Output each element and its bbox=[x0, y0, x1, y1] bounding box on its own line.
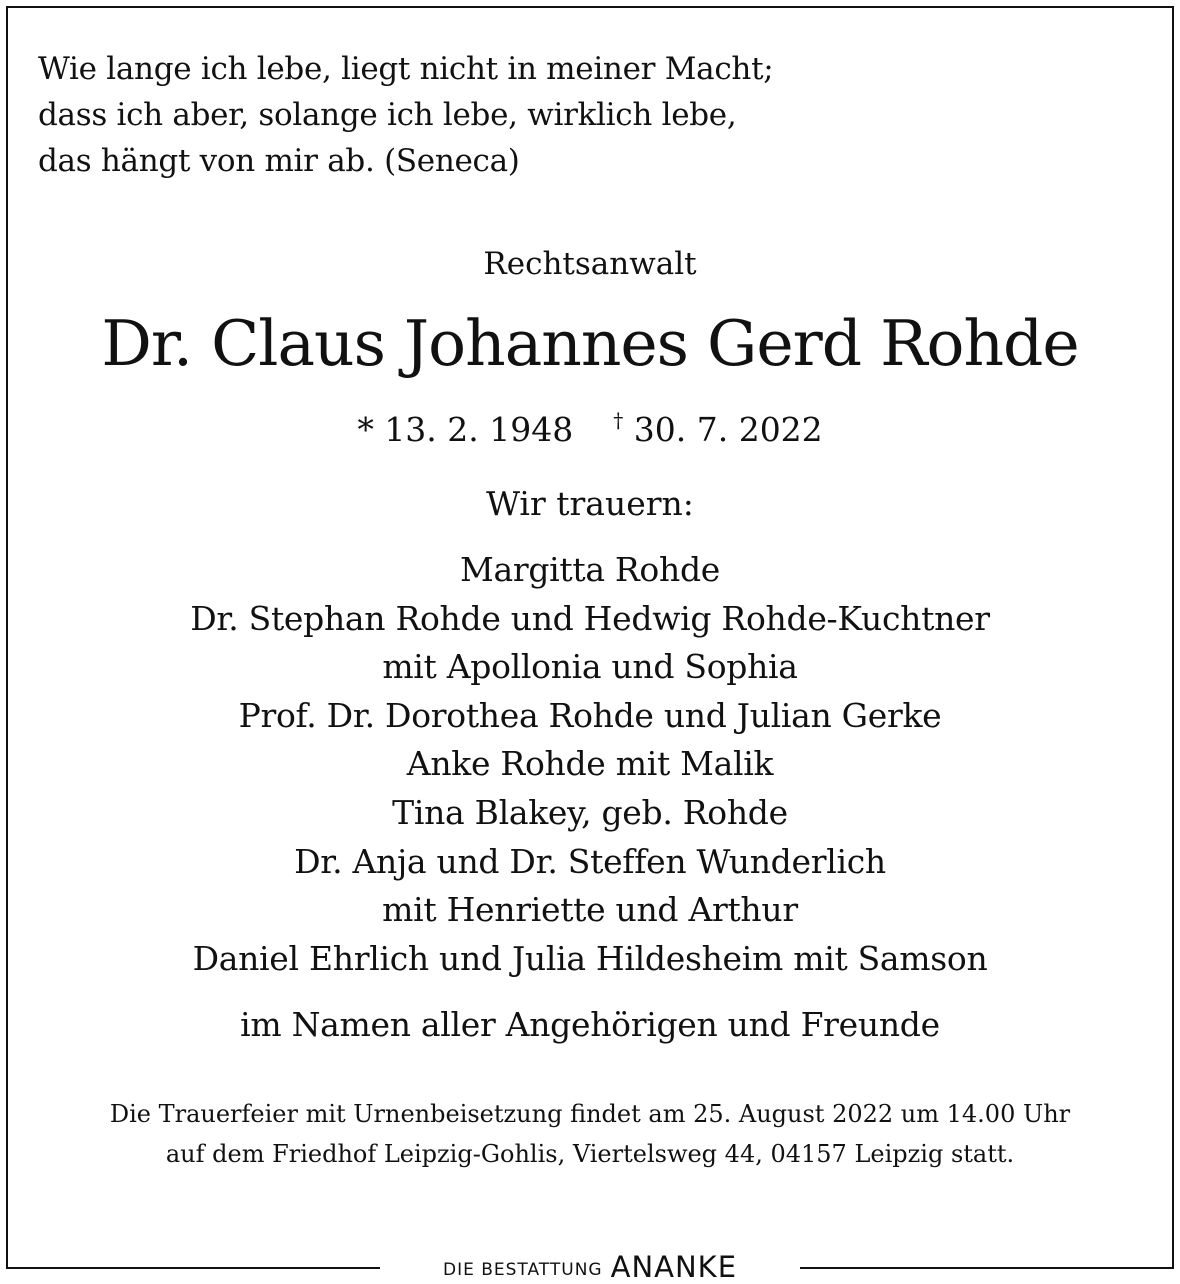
mourning-heading: Wir trauern: bbox=[486, 484, 694, 523]
profession: Rechtsanwalt bbox=[483, 246, 697, 282]
mourner-line: Prof. Dr. Dorothea Rohde und Julian Gerke bbox=[238, 695, 942, 735]
funeral-line: auf dem Friedhof Leipzig-Gohlis, Viertelsweg 44, 04157 Leipzig statt. bbox=[165, 1140, 1015, 1168]
mourners-list bbox=[0, 546, 1180, 983]
undertaker-prefix: DIE BESTATTUNG bbox=[442, 1260, 603, 1280]
seneca-quote bbox=[38, 46, 773, 184]
mourner-line: Tina Blakey, geb. Rohde bbox=[392, 792, 788, 832]
mourner-line: Anke Rohde mit Malik bbox=[406, 744, 774, 784]
deceased-name: Dr. Claus Johannes Gerd Rohde bbox=[101, 307, 1079, 380]
birth-date: 13. 2. 1948 bbox=[384, 410, 574, 449]
life-dates bbox=[0, 398, 1180, 452]
mourner-line: Dr. Stephan Rohde und Hedwig Rohde-Kuchtner bbox=[190, 598, 990, 638]
undertaker-brand: ANANKE bbox=[610, 1250, 738, 1284]
quote-line: das hängt von mir ab. (Seneca) bbox=[38, 143, 520, 179]
closing-line: im Namen aller Angehörigen und Freunde bbox=[240, 1005, 940, 1044]
birth-symbol: * bbox=[357, 410, 374, 449]
quote-line: Wie lange ich lebe, liegt nicht in meiner Macht; bbox=[38, 51, 774, 87]
mourner-line: Daniel Ehrlich und Julia Hildesheim mit Samson bbox=[192, 938, 988, 978]
death-date: 30. 7. 2022 bbox=[633, 410, 823, 449]
mourner-line: mit Apollonia und Sophia bbox=[382, 647, 798, 687]
mourner-line: Dr. Anja und Dr. Steffen Wunderlich bbox=[294, 841, 886, 881]
undertaker-credit bbox=[380, 1250, 800, 1284]
mourner-line: mit Henriette und Arthur bbox=[382, 890, 798, 930]
mourner-line: Margitta Rohde bbox=[459, 550, 721, 589]
funeral-details bbox=[0, 1094, 1180, 1174]
funeral-line: Die Trauerfeier mit Urnenbeisetzung findet am 25. August 2022 um 14.00 Uhr bbox=[109, 1100, 1071, 1128]
quote-line: dass ich aber, solange ich lebe, wirklich lebe, bbox=[38, 97, 737, 133]
death-cross-icon: † bbox=[613, 408, 624, 432]
